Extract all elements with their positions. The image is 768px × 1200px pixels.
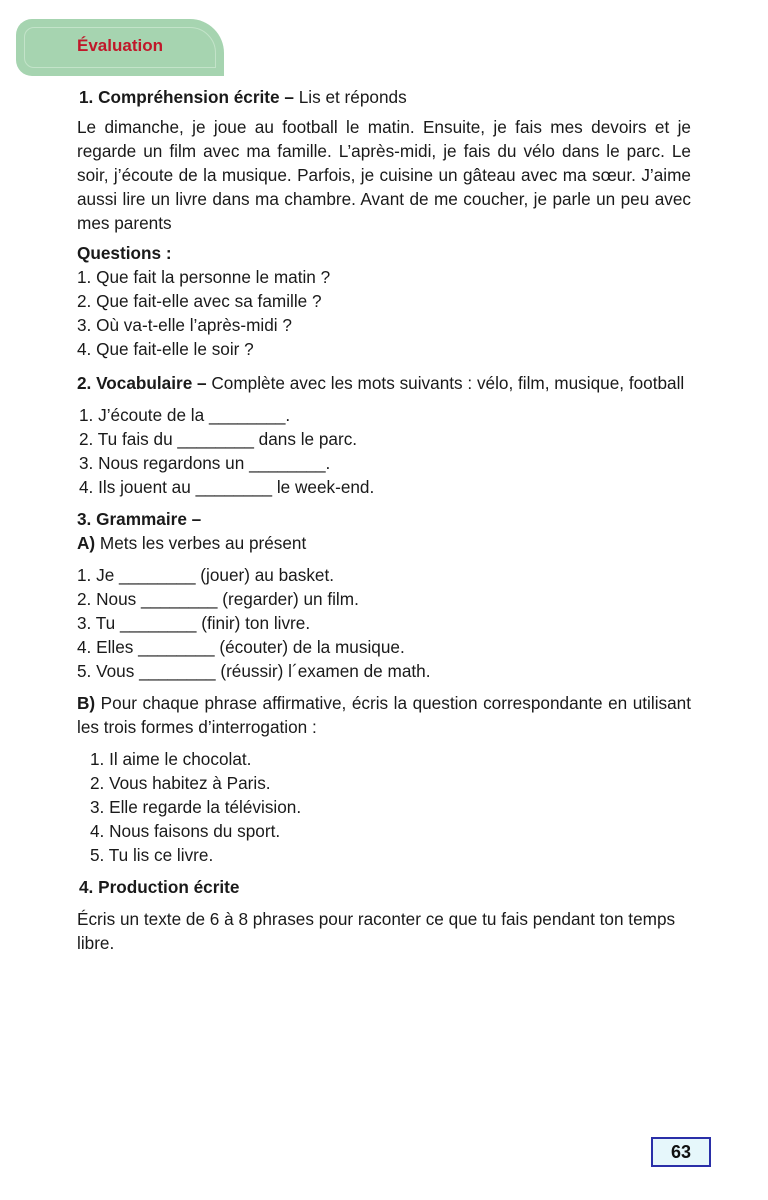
verb-item: 5. Vous ________ (réussir) l´examen de math. xyxy=(77,661,431,681)
verb-item: 4. Elles ________ (écouter) de la musique. xyxy=(77,637,405,657)
part-a-instructions: Mets les verbes au présent xyxy=(95,533,307,553)
part-b-heading xyxy=(77,691,691,739)
verb-list xyxy=(77,563,691,683)
sentence-item: 1. Il aime le chocolat. xyxy=(90,749,252,769)
vocab-item: 3. Nous regardons un ________. xyxy=(79,453,331,473)
reading-passage: Le dimanche, je joue au football le matin. Ensuite, je fais mes devoirs et je regarde un film avec ma famille. L’après-midi, je fais du vélo dans le parc. Le soir, j’écoute de la musique. Parfois, je cuisine un gâteau avec ma sœur. J’aime aussi lire un livre dans ma chambre. Avant de me coucher, je parle un peu avec mes parents xyxy=(77,117,691,233)
writing-prompt: Écris un texte de 6 à 8 phrases pour raconter ce que tu fais pendant ton temps libre. xyxy=(77,909,676,953)
sentence-item: 5. Tu lis ce livre. xyxy=(90,845,214,865)
sentence-list xyxy=(77,747,691,867)
section1-title: 1. Compréhension écrite – xyxy=(79,87,294,107)
section-tab xyxy=(16,19,224,76)
sentence-item: 2. Vous habitez à Paris. xyxy=(90,773,271,793)
section3-title: 3. Grammaire – xyxy=(77,509,202,529)
section-tab-title: Évaluation xyxy=(77,36,163,55)
question-item: 1. Que fait la personne le matin ? xyxy=(77,267,331,287)
vocab-item: 1. J’écoute de la ________. xyxy=(79,405,291,425)
page-number: 63 xyxy=(651,1137,711,1167)
questions-list xyxy=(77,265,691,361)
verb-item: 3. Tu ________ (finir) ton livre. xyxy=(77,613,311,633)
sentence-item: 4. Nous faisons du sport. xyxy=(90,821,281,841)
part-a-heading xyxy=(77,531,691,555)
section2-title: 2. Vocabulaire – xyxy=(77,373,207,393)
part-a-label: A) xyxy=(77,533,96,553)
section1-heading xyxy=(79,85,691,109)
question-item: 4. Que fait-elle le soir ? xyxy=(77,339,254,359)
page-content xyxy=(77,85,691,955)
sentence-item: 3. Elle regarde la télévision. xyxy=(90,797,302,817)
section1-subtitle: Lis et réponds xyxy=(293,87,407,107)
part-b-label: B) xyxy=(77,693,96,713)
questions-label: Questions : xyxy=(77,243,172,263)
section2-heading xyxy=(77,371,691,395)
vocab-item: 2. Tu fais du ________ dans le parc. xyxy=(79,429,358,449)
vocab-item: 4. Ils jouent au ________ le week-end. xyxy=(79,477,375,497)
verb-item: 1. Je ________ (jouer) au basket. xyxy=(77,565,335,585)
question-item: 2. Que fait-elle avec sa famille ? xyxy=(77,291,322,311)
part-b-instructions: Pour chaque phrase affirmative, écris la question correspondante en utilisant les trois formes d’interrogation : xyxy=(77,693,691,737)
verb-item: 2. Nous ________ (regarder) un film. xyxy=(77,589,359,609)
section2-instructions: Complète avec les mots suivants : vélo, film, musique, football xyxy=(206,373,685,393)
question-item: 3. Où va-t-elle l’après-midi ? xyxy=(77,315,292,335)
section4-title: 4. Production écrite xyxy=(79,877,240,897)
vocab-list xyxy=(77,403,691,499)
